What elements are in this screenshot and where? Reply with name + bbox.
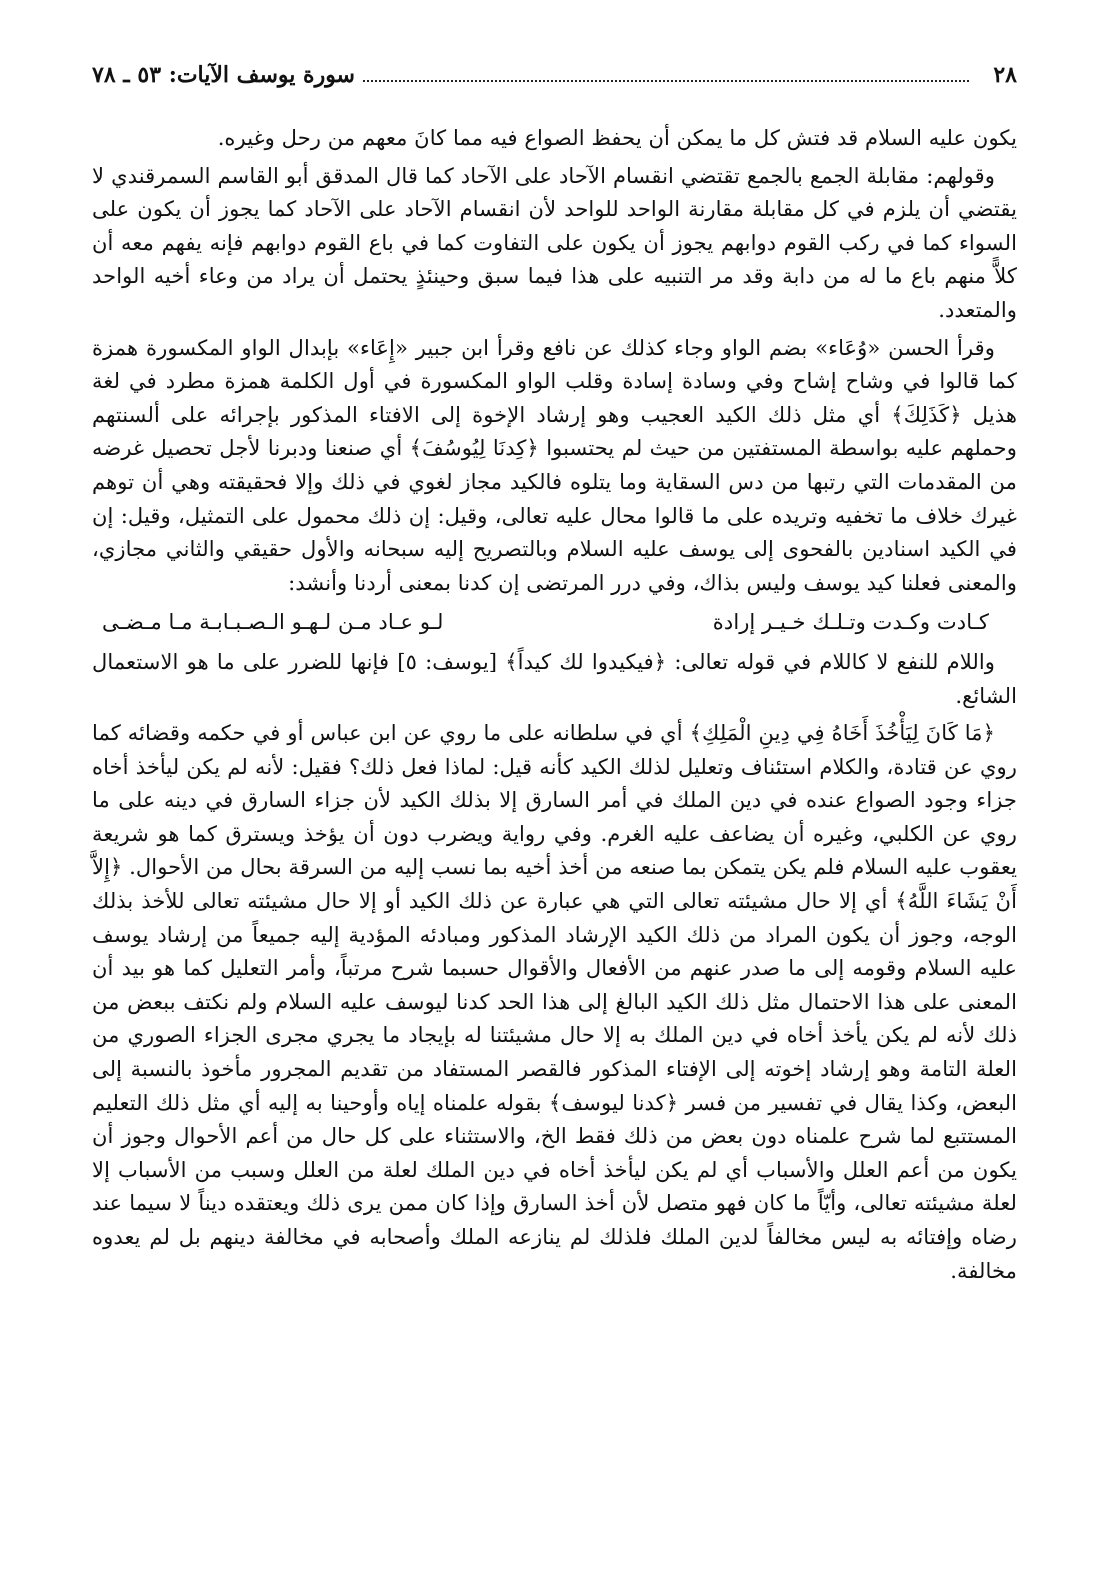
paragraph: وقرأ الحسن «وُعَاء» بضم الواو وجاء كذلك عن نافع وقرأ ابن جبير «إِعَاء» بإبدال الواو المكسورة همزة كما قالوا في وشاح إشاح وفي وسادة إسادة وقلب الواو المكسورة في أول الكلمة همزة مطرد في لغة هذيل ﴿كَذَلِكَ﴾ أي مثل ذلك الكيد العجيب وهو إرشاد الإخوة إلى الافتاء المذكور بإجرائه على ألسنتهم وحملهم عليه بواسطة المستفتين من حيث لم يحتسبوا ﴿كِدنَا لِيُوسُفَ﴾ أي صنعنا ودبرنا لأجل تحصيل غرضه من المقدمات التي رتبها من دس السقاية وما يتلوه فالكيد مجاز لغوي في ذلك وإلا فحقيقته وهي أن توهم غيرك خلاف ما تخفيه وتريده على ما قالوا محال عليه تعالى، وقيل: إن ذلك محمول على التمثيل، وقيل: إن في الكيد اسنادين بالفحوى إلى يوسف عليه السلام وبالتصريح إليه سبحانه والأول حقيقي والثاني مجازي، والمعنى فعلنا كيد يوسف وليس بذاك، وفي درر المرتضى إن كدنا بمعنى أردنا وأنشد: — [92, 334, 1017, 595]
verse-first-hemistich: كـادت وكـدت وتـلـك خـيـر إرادة — [712, 609, 989, 635]
paragraph: ﴿مَا كَانَ لِيَأْخُذَ أَخَاهُ فِي دِينِ الْمَلِكِ﴾ أي في سلطانه على ما روي عن ابن عباس أو في حكمه وقضائه كما روي عن قتادة، والكلام استئناف وتعليل لذلك الكيد كأنه قيل: لماذا فعل ذلك؟ فقيل: لأنه لم يكن ليأخذ أخاه جزاء وجود الصواع عنده في دين الملك في أمر السارق إلا بذلك الكيد لأن جزاء السارق في دينه على ما روي عن الكلبي، وغيره أن يضاعف عليه الغرم. وفي رواية ويضرب دون أن يؤخذ ويسترق كما هو شريعة يعقوب عليه السلام فلم يكن يتمكن بما صنعه من أخذ أخيه بما نسب إليه من السرقة بحال من الأحوال. ﴿إِلاَّ أَنْ يَشَاءَ اللَّهُ﴾ أي إلا حال مشيئته تعالى التي هي عبارة عن ذلك الكيد أو إلا حال مشيئته تعالى للأخذ بذلك الوجه، وجوز أن يكون المراد من ذلك الكيد الإرشاد المذكور ومبادئه المؤدية إليه جميعاً من إرشاد يوسف عليه السلام وقومه إلى ما صدر عنهم من الأفعال والأقوال حسبما شرح مرتباً، وأمر التعليل كما هو بيد أن المعنى على هذا الاحتمال مثل ذلك الكيد البالغ إلى هذا الحد كدنا ليوسف عليه السلام ولم نكتف ببعض من ذلك لأنه لم يكن يأخذ أخاه في دين الملك به إلا حال مشيئتنا له بإيجاد ما يجري مجرى الجزاء الصوري من العلة التامة وهو إرشاد إخوته إلى الإفتاء المذكور فالقصر المستفاد من تقديم المجرور مأخوذ بالنسبة إلى البعض، وكذا يقال في تفسير من فسر ﴿كدنا ليوسف﴾ بقوله علمناه إياه وأوحينا به إليه أي مثل ذلك التعليم المستتبع لما شرح علمناه دون بعض من ذلك فقط الخ، والاستثناء على كل حال من أعم الأحوال وجوز أن يكون من أعم العلل والأسباب أي لم يكن ليأخذ أخاه في دين الملك لعلة من العلل وسبب من الأسباب إلا لعلة مشيئته تعالى، وأيّاً ما كان فهو متصل لأن أخذ السارق وإذا كان ممن يرى ذلك ويعتقده ديناً لا سيما عند رضاه وإفتائه به ليس مخالفاً لدين الملك فلذلك لم ينازعه الملك وأصحابه في مخالفة دينهم بل لم يعدوه مخالفة. — [92, 720, 1018, 1283]
header-title: سورة يوسف الآيات: ٥٣ ـ ٧٨ — [92, 62, 355, 88]
header-dot-leader — [363, 79, 969, 82]
poetry-verse — [92, 605, 1017, 639]
paragraph: يكون عليه السلام قد فتش كل ما يمكن أن يحفظ الصواع فيه مما كانَ معهم من رحل وغيره. — [217, 125, 1017, 150]
verse-second-hemistich: لـو عـاد مـن لـهـو الـصـبـابـة مـا مـضـى — [102, 609, 444, 635]
page-body — [92, 121, 1017, 1287]
paragraph: وقولهم: مقابلة الجمع بالجمع تقتضي انقسام الآحاد على الآحاد كما قال المدقق أبو القاسم السمرقندي لا يقتضي أن يلزم في كل مقابلة مقارنة الواحد للواحد لأن انقسام الآحاد على الآحاد كما يجوز أن يكون على السواء كما في ركب القوم دوابهم يجوز أن يكون على التفاوت كما في باع القوم دوابهم فإنه يفهم معه أن كلاًّ منهم باع ما له من دابة وقد مر التنبيه على هذا فيما سبق وحينئذٍ يحتمل أن يراد من وعاء أخيه الواحد والمتعدد. — [92, 162, 1017, 322]
paragraph: واللام للنفع لا كاللام في قوله تعالى: ﴿فيكيدوا لك كيداً﴾ [يوسف: ٥] فإنها للضرر على ما هو الاستعمال الشائع. — [92, 648, 1017, 708]
running-header — [92, 62, 1017, 103]
page-number: ٢٨ — [993, 62, 1017, 88]
